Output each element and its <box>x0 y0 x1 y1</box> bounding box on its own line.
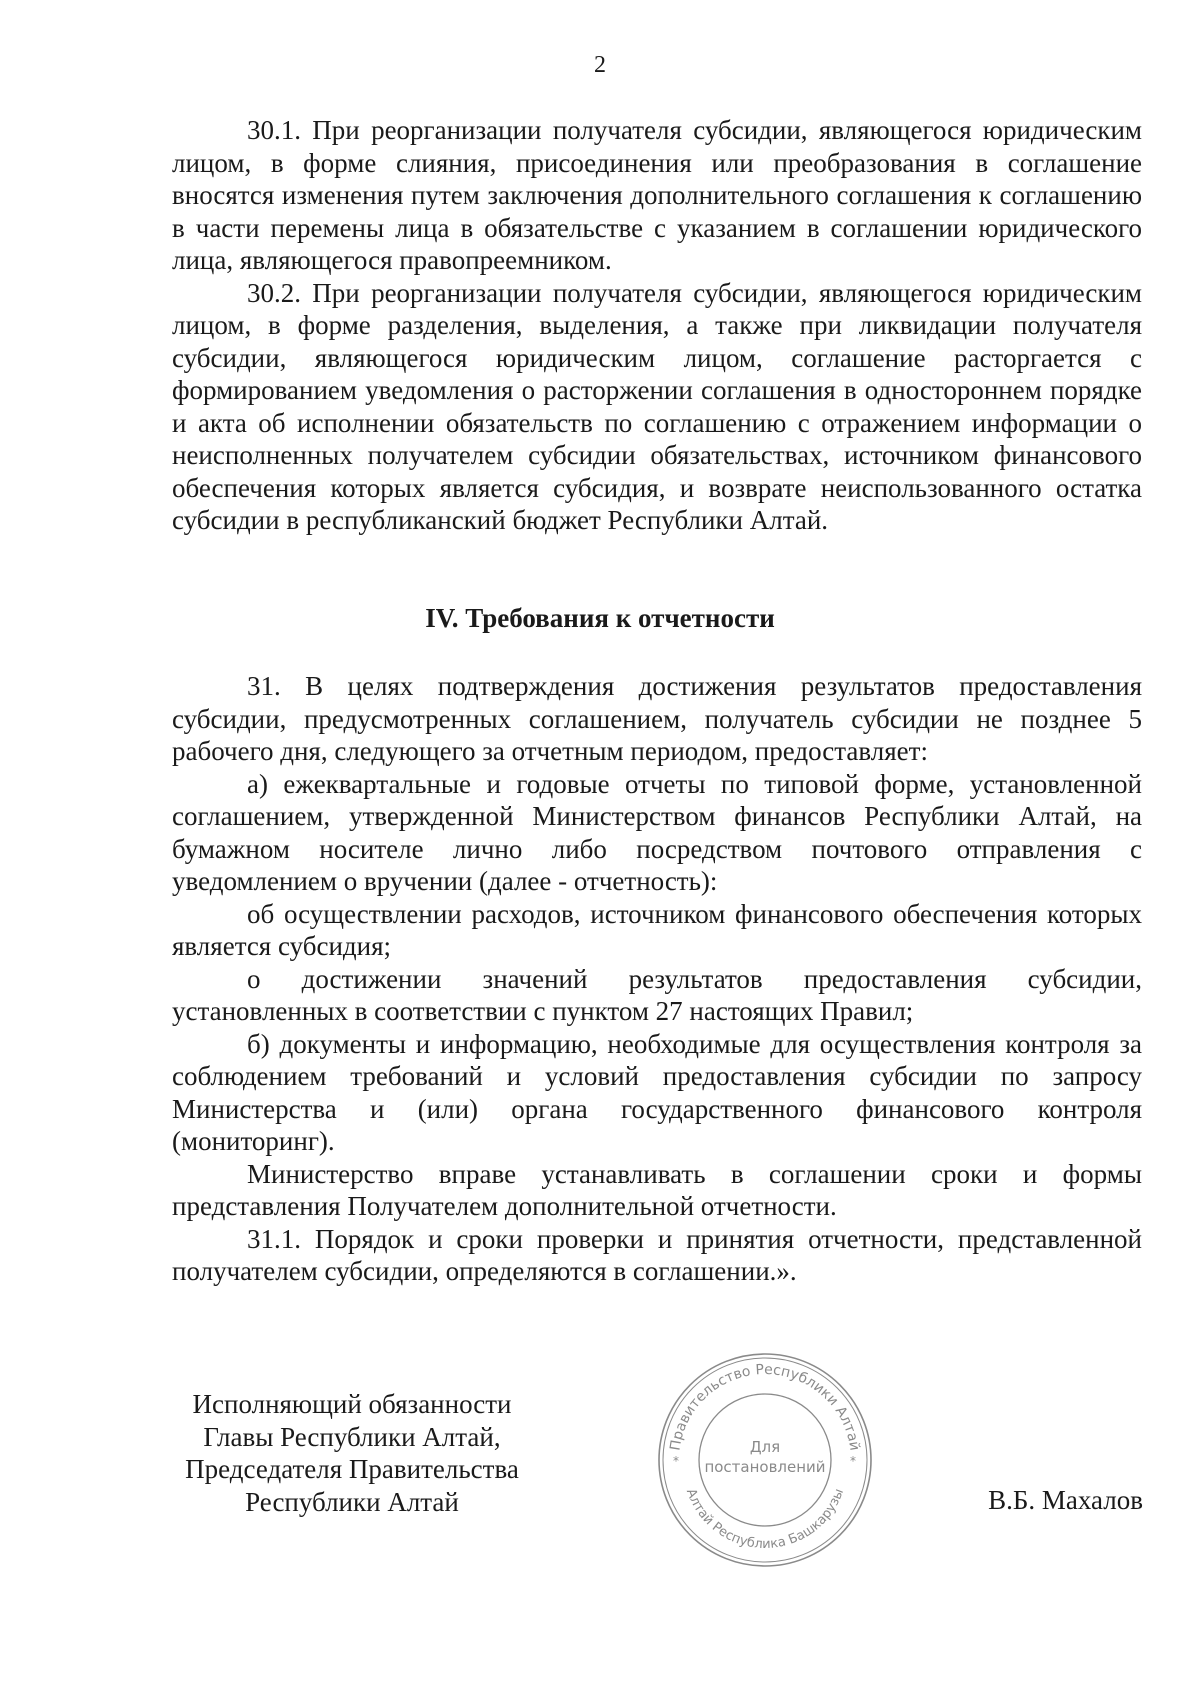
paragraph-30-2: 30.2. При реорганизации получателя субсидии, являющегося юридическим лицом, в форме разделения, выделения, а также при ликвидации получателя субсидии, являющегося юридическим лицом, соглашение расторгается с формированием уведомления о расторжении соглашения в одностороннем порядке и акта об исполнении обязательств по соглашению с отражением информации о неисполненных получателем субсидии обязательствах, источником финансового обеспечения которых является субсидия, и возврате неиспользованного остатка субсидии в республиканский бюджет Республики Алтай. <box>172 277 1142 535</box>
official-stamp-seal <box>653 1348 877 1572</box>
paragraph-30-1: 30.1. При реорганизации получателя субсидии, являющегося юридическим лицом, в форме слияния, присоединения или преобразования в соглашение вносятся изменения путем заключения дополнительного соглашения к соглашению в части перемены лица в обязательстве с указанием в соглашении юридического лица, являющегося правопреемником. <box>172 115 1142 275</box>
body-block-reorganization <box>172 114 1142 537</box>
signer-title-line: Исполняющий обязанности <box>192 1389 512 1419</box>
signer-title-line: Республики Алтай <box>245 1486 459 1517</box>
page-number: 2 <box>594 52 606 78</box>
stamp-outer-top-text: Правительство Республики Алтай <box>667 1361 863 1452</box>
stamp-center-line-2: постановлений <box>704 1458 826 1476</box>
paragraph-ministry: Министерство вправе устанавливать в соглашении сроки и формы представления Получателем дополнительной отчетности. <box>172 1158 1142 1221</box>
paragraph-expenses: об осуществлении расходов, источником финансового обеспечения которых является субсидия; <box>172 898 1142 961</box>
signer-title-line: Главы Республики Алтай, <box>203 1421 501 1452</box>
paragraph-31-a: а) ежеквартальные и годовые отчеты по типовой форме, установленной соглашением, утвержденной Министерством финансов Республики Алтай, на бумажном носителе лично либо посредством почтового отправления с уведомлением о вручении (далее - отчетность): <box>172 768 1142 896</box>
body-block-reporting <box>172 670 1142 1288</box>
stamp-outer-bottom-text: Алтай Республика Башкарузы <box>682 1486 848 1553</box>
section-heading: IV. Требования к отчетности <box>425 603 775 633</box>
signer-title-line: Председателя Правительства <box>185 1454 519 1484</box>
stamp-center-line-1: Для <box>749 1438 781 1456</box>
paragraph-31: 31. В целях подтверждения достижения результатов предоставления субсидии, предусмотренных соглашением, получатель субсидии не позднее 5 рабочего дня, следующего за отчетным периодом, предоставляет: <box>172 671 1142 766</box>
signatory-name: В.Б. Махалов <box>988 1485 1143 1515</box>
stamp-star-right: * <box>850 1454 856 1468</box>
paragraph-31-1: 31.1. Порядок и сроки проверки и принятия отчетности, представленной получателем субсидии, определяются в соглашении.». <box>172 1223 1142 1286</box>
stamp-star-left: * <box>673 1454 679 1468</box>
signer-title <box>172 1388 532 1518</box>
paragraph-31-b: б) документы и информацию, необходимые для осуществления контроля за соблюдением требований и условий предоставления субсидии по запросу Министерства и (или) органа государственного финансового контроля (мониторинг). <box>172 1028 1142 1156</box>
paragraph-results: о достижении значений результатов предоставления субсидии, установленных в соответствии с пунктом 27 настоящих Правил; <box>172 963 1142 1026</box>
